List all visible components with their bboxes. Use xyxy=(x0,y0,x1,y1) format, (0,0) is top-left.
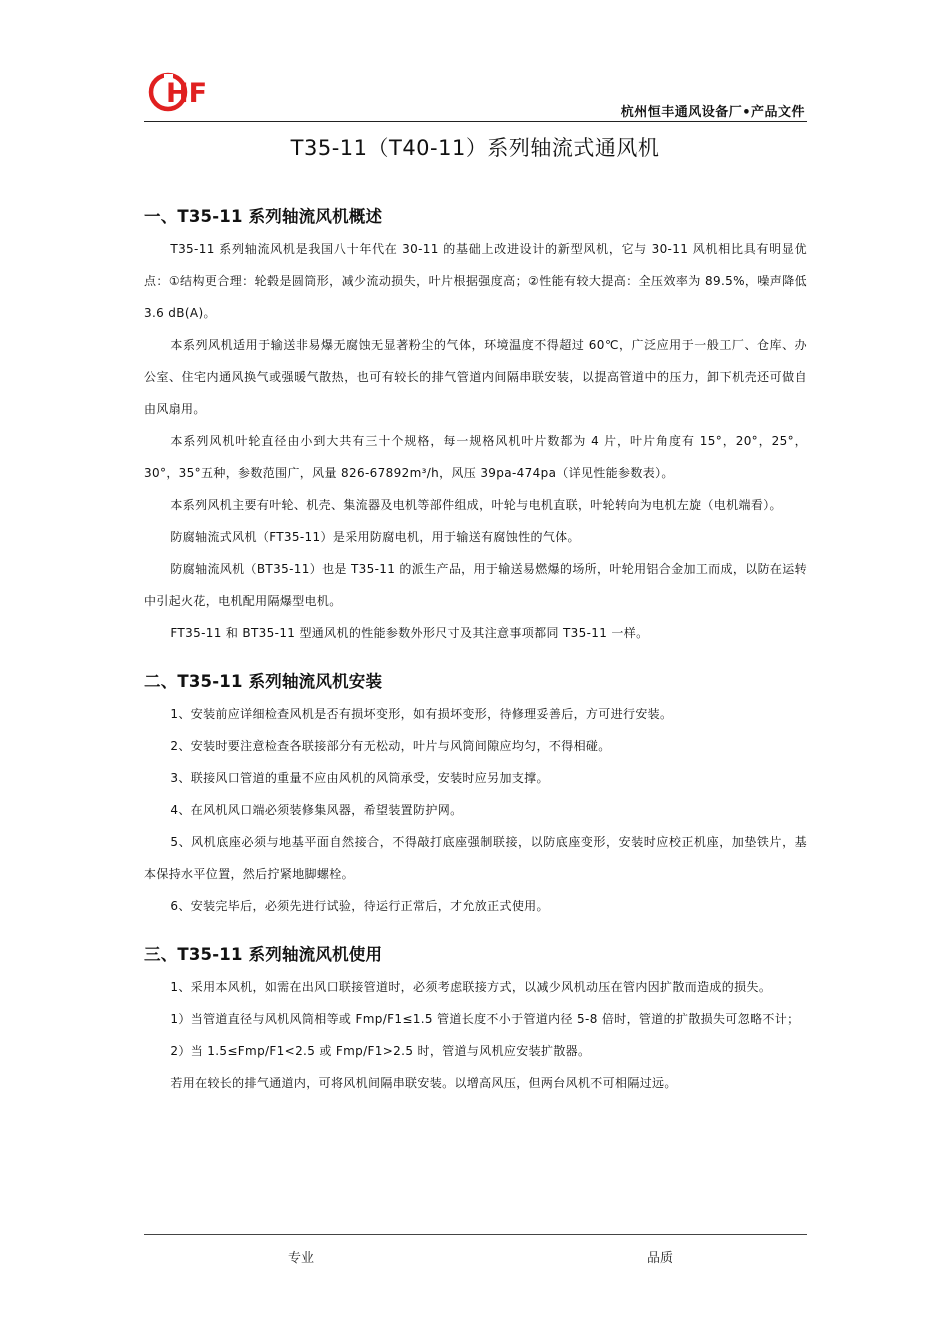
footer-left-text: 专业 xyxy=(288,1251,315,1266)
company-logo xyxy=(146,66,212,116)
paragraph: 6、安装完毕后，必须先进行试验，待运行正常后，才允放正式使用。 xyxy=(170,899,549,913)
paragraph: FT35-11 和 BT35-11 型通风机的性能参数外形尺寸及其注意事项都同 T35-11 一样。 xyxy=(170,626,649,640)
paragraph: 2、安装时要注意检查各联接部分有无松动，叶片与风筒间隙应均匀，不得相碰。 xyxy=(170,739,611,753)
section-heading: 一、T35-11 系列轴流风机概述 xyxy=(144,207,383,226)
paragraph: 1、采用本风机，如需在出风口联接管道时，必须考虑联接方式，以减少风机动压在管内因扩散而造成的损失。 xyxy=(170,980,772,994)
paragraph: 防腐轴流式风机（FT35-11）是采用防腐电机，用于输送有腐蚀性的气体。 xyxy=(170,530,580,544)
paragraph: 1）当管道直径与风机风筒相等或 Fmp/F1≤1.5 管道长度不小于管道内径 5-8 倍时，管道的扩散损失可忽略不计； xyxy=(170,1012,800,1026)
paragraph: 1、安装前应详细检查风机是否有损坏变形，如有损坏变形，待修理妥善后，方可进行安装。 xyxy=(170,707,673,721)
header-divider xyxy=(144,121,807,122)
paragraph: 本系列风机适用于输送非易爆无腐蚀无显著粉尘的气体，环境温度不得超过 60℃，广泛应用于一般工厂、仓库、办公室、住宅内通风换气或强暖气散热，也可有较长的排气管道内间隔串联安装，以提高管道中的压力，卸下机壳还可做自由风扇用。 xyxy=(144,338,807,416)
document-body xyxy=(144,205,807,1099)
paragraph: 4、在风机风口端必须装修集风器，希望装置防护网。 xyxy=(170,803,463,817)
header-company-doc: 杭州恒丰通风设备厂•产品文件 xyxy=(620,105,805,120)
footer-right-text: 品质 xyxy=(647,1251,674,1266)
paragraph: 若用在较长的排气通道内，可将风机间隔串联安装。以增高风压，但两台风机不可相隔过远。 xyxy=(170,1076,677,1090)
section-heading: 二、T35-11 系列轴流风机安装 xyxy=(144,672,383,691)
paragraph: 3、联接风口管道的重量不应由风机的风筒承受，安装时应另加支撑。 xyxy=(170,771,549,785)
page-title: T35-11（T40-11）系列轴流式通风机 xyxy=(290,136,660,160)
footer-divider xyxy=(144,1234,807,1235)
paragraph: 防腐轴流风机（BT35-11）也是 T35-11 的派生产品，用于输送易燃爆的场所，叶轮用铝合金加工而成，以防在运转中引起火花，电机配用隔爆型电机。 xyxy=(144,562,807,608)
svg-text:HF: HF xyxy=(166,78,208,109)
paragraph: 本系列风机叶轮直径由小到大共有三十个规格，每一规格风机叶片数都为 4 片，叶片角度有 15°，20°，25°，30°，35°五种，参数范围广，风量 826-67892m³/h，风压 39pa-474pa（详见性能参数表）。 xyxy=(144,434,807,480)
paragraph: 5、风机底座必须与地基平面自然接合，不得敲打底座强制联接，以防底座变形，安装时应校正机座，加垫铁片，基本保持水平位置，然后拧紧地脚螺栓。 xyxy=(144,835,807,881)
paragraph: 本系列风机主要有叶轮、机壳、集流器及电机等部件组成，叶轮与电机直联，叶轮转向为电机左旋（电机端看）。 xyxy=(170,498,782,512)
paragraph: 2）当 1.5≤Fmp/F1<2.5 或 Fmp/F1>2.5 时，管道与风机应安装扩散器。 xyxy=(170,1044,591,1058)
paragraph: T35-11 系列轴流风机是我国八十年代在 30-11 的基础上改进设计的新型风机，它与 30-11 风机相比具有明显优点：①结构更合理：轮毂是圆筒形，减少流动损失，叶片根据强度高；②性能有较大提高：全压效率为 89.5%，噪声降低 3.6 dB(A)。 xyxy=(144,242,807,320)
section-heading: 三、T35-11 系列轴流风机使用 xyxy=(144,945,383,964)
